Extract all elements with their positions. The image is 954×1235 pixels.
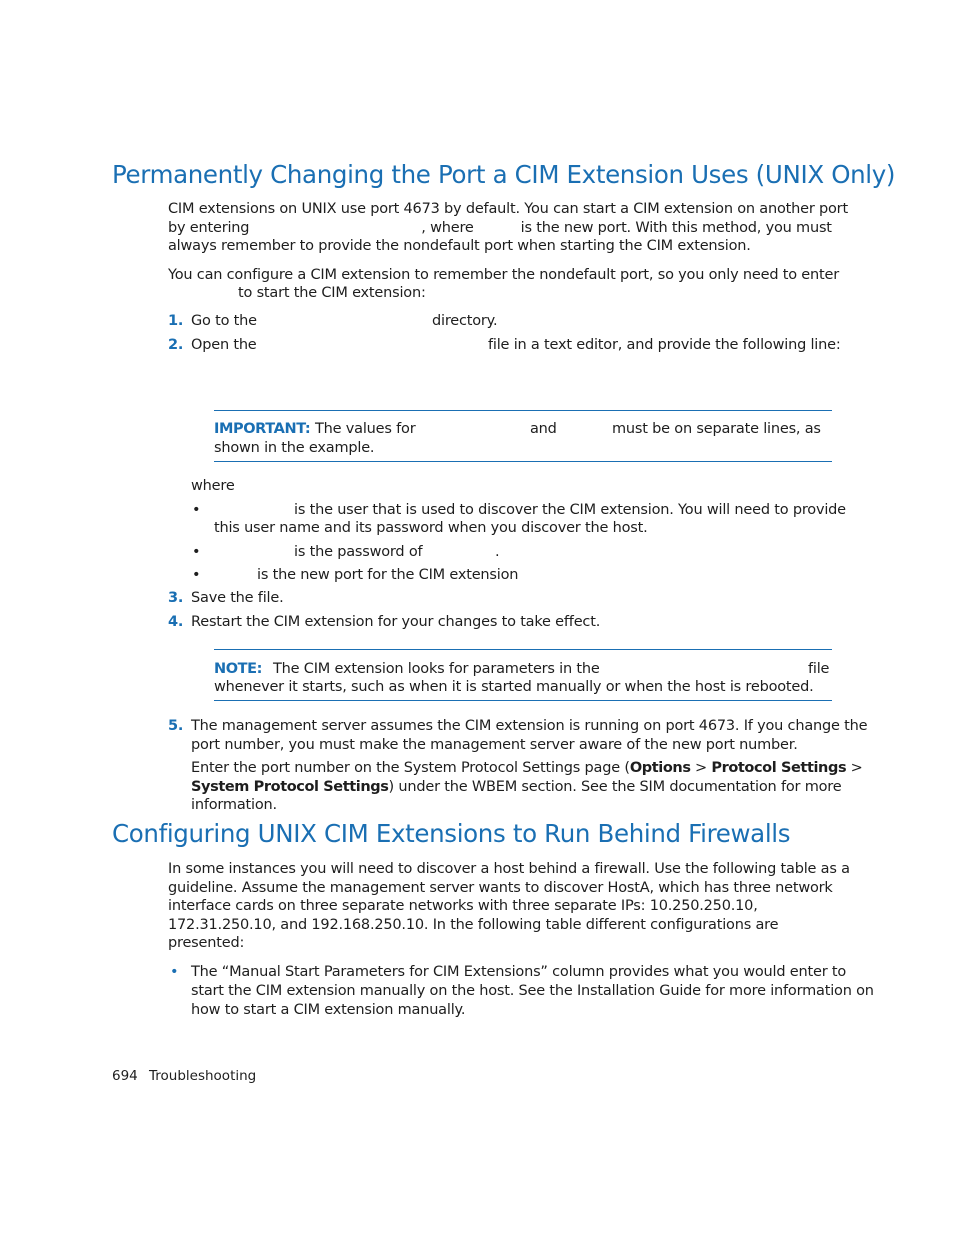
important-top-rule xyxy=(214,410,832,411)
note-bottom-rule xyxy=(214,700,832,701)
intro-paragraph: CIM extensions on UNIX use port 4673 by default. You can start a CIM extension on another port by entering , where is the new port. With this method, you must always remember to provide the nondefault port when starting the CIM extension. xyxy=(168,201,848,254)
page-footer xyxy=(112,1068,412,1088)
step-5-settings: Enter the port number on the System Protocol Settings page (Options > Protocol Settings > System Protocol Settings) under the WBEM section. See the SIM documentation for more information. xyxy=(191,760,863,813)
firewall-paragraph: In some instances you will need to discover a host behind a firewall. Use the following table as a guideline. Assume the management server wants to discover HostA, which has three network interface cards on three separate networks with three separate IPs: 10.250.250.10, 172.31.250.10, and 192.168.250.10. In the following table different configurations are presented: xyxy=(168,861,850,951)
step-2: 2. Open the file in a text editor, and provide the following line: xyxy=(168,337,841,353)
where-label: where xyxy=(191,478,235,494)
section-heading-port: Permanently Changing the Port a CIM Extension Uses (UNIX Only) xyxy=(112,160,896,189)
bullet-user: • is the user that is used to discover the CIM extension. You will need to provide this user name and its password when you discover the host. xyxy=(192,502,846,536)
section-heading-firewalls: Configuring UNIX CIM Extensions to Run Behind Firewalls xyxy=(112,819,791,848)
important-bottom-rule xyxy=(214,461,832,462)
note-top-rule xyxy=(214,649,832,650)
bullet-port: • is the new port for the CIM extension xyxy=(192,567,519,583)
page-number: 694 xyxy=(112,1068,138,1084)
step-1: 1. Go to the directory. xyxy=(168,313,498,329)
footer-section: Troubleshooting xyxy=(149,1068,257,1084)
note-callout: NOTE: The CIM extension looks for parameters in the file whenever it starts, such as when it is started manually or when the host is rebooted. xyxy=(214,661,830,695)
manual-start-bullet: • The “Manual Start Parameters for CIM Extensions” column provides what you would enter to start the CIM extension manually on the host. See the Installation Guide for more information on how to start a CIM extension manually. xyxy=(170,964,874,1018)
important-callout: IMPORTANT: The values for and must be on separate lines, as shown in the example. xyxy=(214,421,821,456)
configure-paragraph: You can configure a CIM extension to remember the nondefault port, so you only need to enter to start the CIM extension: xyxy=(168,267,839,301)
step-5: 5. The management server assumes the CIM extension is running on port 4673. If you change the port number, you must make the management server aware of the new port number. xyxy=(168,718,868,753)
bullet-password: • is the password of . xyxy=(192,544,500,560)
step-3: 3. Save the file. xyxy=(168,590,284,606)
step-4: 4. Restart the CIM extension for your changes to take effect. xyxy=(168,614,601,630)
